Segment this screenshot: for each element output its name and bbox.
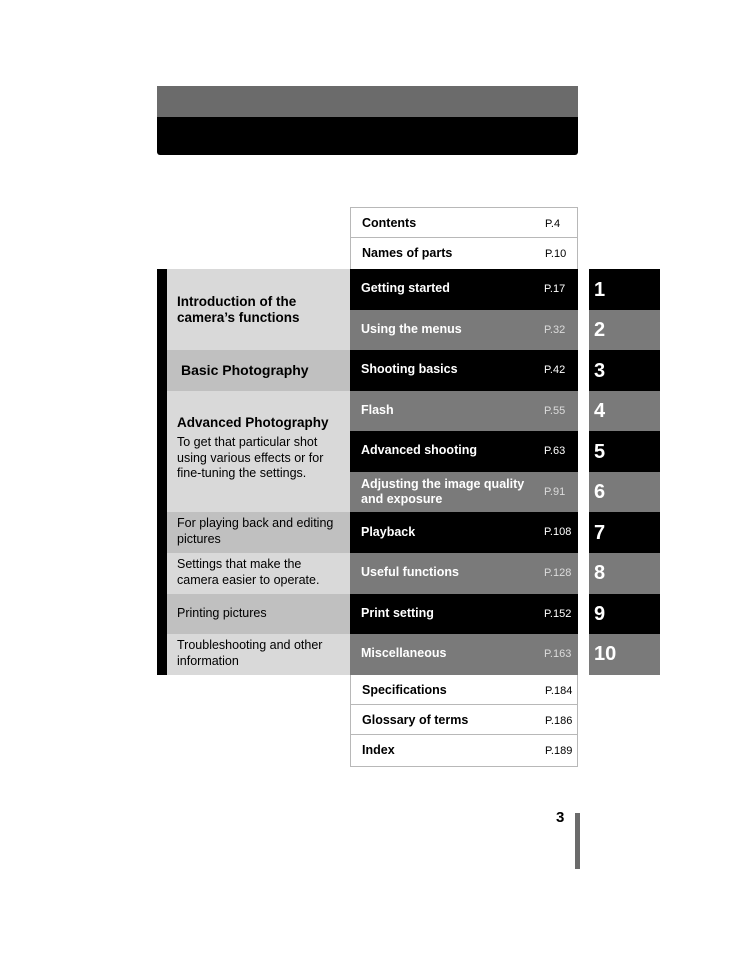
chapter-label: Shooting basics (361, 362, 458, 376)
chapter-label: Useful functions (361, 565, 459, 579)
chapter-row-9[interactable] (350, 594, 578, 634)
chapter-row-6[interactable] (350, 472, 578, 512)
chapter-row-7[interactable] (350, 512, 578, 553)
chapter-row-3[interactable] (350, 350, 578, 391)
chapter-label: Getting started (361, 281, 450, 295)
chapter-tab-7[interactable] (589, 512, 660, 553)
section-trouble (167, 634, 350, 675)
toc-page: P.189 (545, 745, 573, 757)
chapter-number: 10 (594, 643, 617, 665)
chapter-page: P.42 (544, 364, 566, 376)
chapter-tab-8[interactable] (589, 553, 660, 594)
section-advanced-desc: To get that particular shot using various effects or for fine-tuning the settings. (177, 435, 324, 480)
front-matter-list (350, 207, 578, 270)
section-basic (167, 350, 350, 391)
chapter-page: P.55 (544, 405, 566, 417)
toc-label: Names of parts (362, 246, 453, 260)
toc-page: P.4 (545, 218, 561, 230)
section-settings-desc: Settings that make the camera easier to operate. (177, 557, 320, 587)
chapter-label: Adjusting the image quality and exposure (361, 477, 525, 506)
chapter-number: 1 (594, 279, 606, 301)
chapter-page: P.128 (544, 567, 572, 579)
header-banner-bottom (157, 117, 578, 155)
toc-label: Specifications (362, 683, 447, 697)
toc-row-contents[interactable] (351, 208, 577, 238)
chapter-label: Print setting (361, 606, 434, 620)
chapter-tab-1[interactable] (589, 269, 660, 310)
chapter-tab-6[interactable] (589, 472, 660, 512)
chapter-row-1[interactable] (350, 269, 578, 310)
header-banner-top (157, 86, 578, 117)
chapter-row-8[interactable] (350, 553, 578, 594)
toc-page: P.10 (545, 248, 567, 260)
chapter-row-2[interactable] (350, 310, 578, 350)
toc-row-index[interactable] (351, 735, 577, 766)
chapter-number: 9 (594, 603, 606, 625)
chapter-number: 5 (594, 441, 606, 463)
section-settings (167, 553, 350, 594)
chapter-tab-3[interactable] (589, 350, 660, 391)
chapter-label: Flash (361, 403, 394, 417)
section-intro-label: Introduction of the camera’s functions (177, 294, 300, 325)
page-number-bar (575, 813, 580, 869)
chapter-tab-2[interactable] (589, 310, 660, 350)
section-printing-desc: Printing pictures (177, 606, 267, 620)
toc-page: P.186 (545, 715, 573, 727)
chapter-page: P.108 (544, 526, 572, 538)
chapter-label: Playback (361, 525, 416, 539)
page-number: 3 (556, 809, 565, 826)
toc-row-names-of-parts[interactable] (351, 238, 577, 269)
chapter-number: 4 (594, 400, 606, 422)
chapter-label: Miscellaneous (361, 646, 447, 660)
chapter-page: P.91 (544, 486, 566, 498)
chapter-row-5[interactable] (350, 431, 578, 472)
left-section-bar (157, 269, 167, 675)
chapter-number: 7 (594, 522, 606, 544)
toc-row-specifications[interactable] (351, 675, 577, 705)
chapter-tab-9[interactable] (589, 594, 660, 634)
chapter-page: P.17 (544, 283, 566, 295)
chapter-row-10[interactable] (350, 634, 578, 675)
chapter-label: Advanced shooting (361, 443, 477, 457)
toc-row-glossary[interactable] (351, 705, 577, 735)
chapter-label: Using the menus (361, 322, 462, 336)
section-printing (167, 594, 350, 634)
section-intro (167, 269, 350, 350)
toc-label: Index (362, 743, 395, 757)
toc-label: Contents (362, 216, 417, 230)
chapter-tab-4[interactable] (589, 391, 660, 431)
chapter-page: P.163 (544, 648, 572, 660)
chapter-page: P.32 (544, 324, 566, 336)
chapter-page: P.152 (544, 608, 572, 620)
chapter-number: 6 (594, 481, 606, 503)
chapter-number: 8 (594, 562, 606, 584)
chapter-tab-10[interactable] (589, 634, 660, 675)
section-basic-label: Basic Photography (181, 362, 309, 378)
chapter-number: 2 (594, 319, 606, 341)
toc-label: Glossary of terms (362, 713, 469, 727)
toc-page: P.184 (545, 685, 573, 697)
section-playback (167, 512, 350, 553)
section-advanced (167, 391, 350, 512)
chapter-tab-5[interactable] (589, 431, 660, 472)
section-trouble-desc: Troubleshooting and other information (177, 638, 323, 668)
chapter-page: P.63 (544, 445, 566, 457)
section-playback-desc: For playing back and editing pictures (177, 516, 334, 546)
chapter-number: 3 (594, 360, 606, 382)
section-advanced-title: Advanced Photography (177, 415, 329, 430)
back-matter-list (350, 675, 578, 767)
chapter-row-4[interactable] (350, 391, 578, 431)
